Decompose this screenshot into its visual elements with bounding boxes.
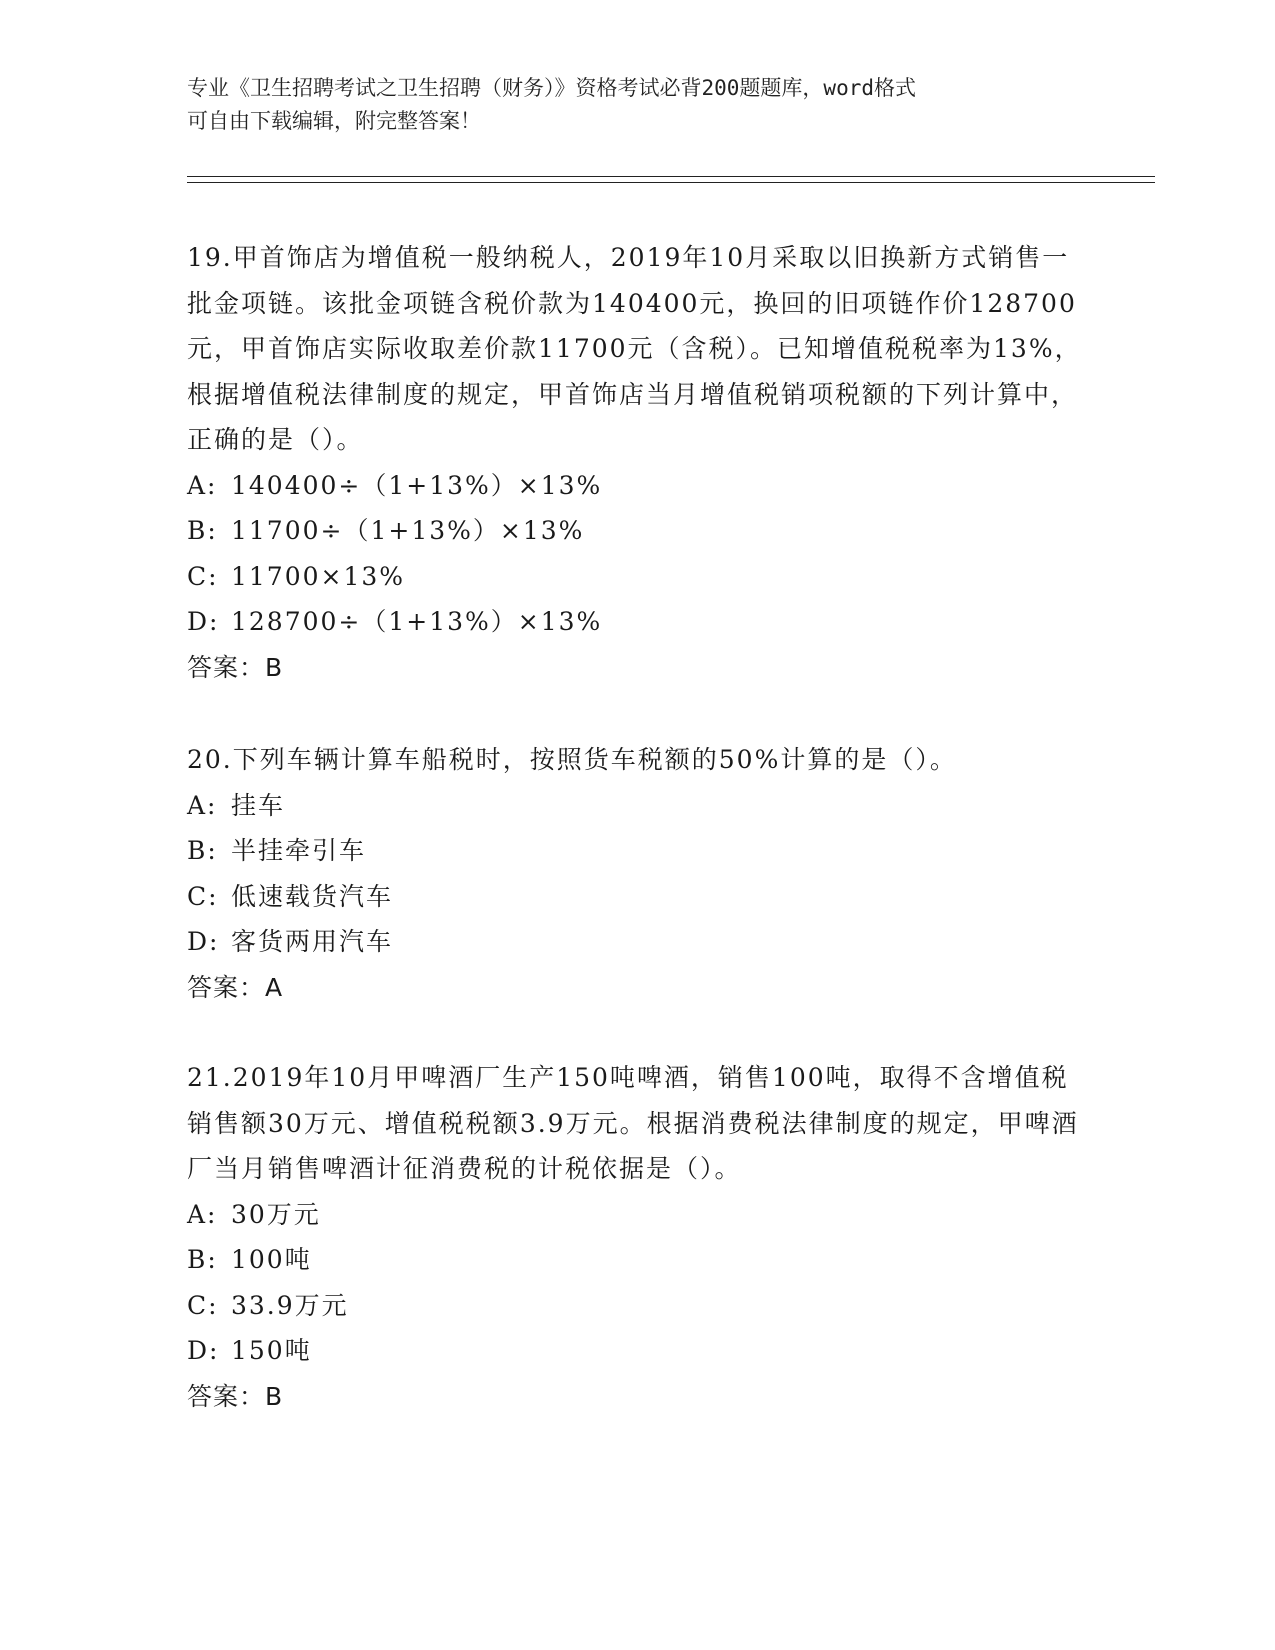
option-a — [187, 783, 1087, 829]
option-a — [187, 463, 1087, 509]
option-text: 挂车 — [231, 790, 286, 820]
option-text: 30万元 — [231, 1199, 321, 1229]
option-text: 11700×13% — [231, 561, 406, 591]
question-20 — [187, 737, 1087, 1010]
option-letter: A: — [187, 470, 218, 500]
option-text: 33.9万元 — [231, 1290, 349, 1320]
option-text: 低速载货汽车 — [231, 881, 394, 911]
option-text: 客货两用汽车 — [231, 927, 394, 956]
option-letter: D: — [187, 607, 220, 636]
question-text: 21.2019年10月甲啤酒厂生产150吨啤酒，销售100吨，取得不含增值税销售额30万元、增值税税额3.9万元。根据消费税法律制度的规定，甲啤酒厂当月销售啤酒计征消费税的计税依据是（）。 — [187, 1063, 1079, 1183]
option-letter: D: — [187, 1336, 220, 1365]
option-b — [187, 828, 1087, 874]
option-letter: B: — [187, 836, 218, 865]
option-c — [187, 1283, 1087, 1329]
header-divider-top — [187, 176, 1155, 177]
question-text: 20.下列车辆计算车船税时，按照货车税额的50%计算的是（）。 — [187, 745, 957, 774]
option-letter: C: — [187, 1290, 219, 1320]
option-letter: B: — [187, 516, 218, 545]
question-21 — [187, 1055, 1087, 1419]
answer: 答案：A — [187, 972, 284, 1002]
option-text: 半挂牵引车 — [231, 836, 367, 865]
option-letter: A: — [187, 790, 218, 820]
option-letter: C: — [187, 561, 219, 591]
option-d — [187, 1328, 1087, 1374]
option-text: 140400÷（1+13%）×13% — [231, 470, 603, 500]
header-line-2: 可自由下载编辑，附完整答案！ — [187, 109, 481, 133]
header-divider-bottom — [187, 182, 1155, 183]
option-letter: D: — [187, 927, 220, 956]
option-a — [187, 1192, 1087, 1238]
option-c — [187, 874, 1087, 920]
option-d — [187, 919, 1087, 965]
option-text: 150吨 — [231, 1336, 312, 1365]
answer: 答案：B — [187, 652, 284, 682]
option-d — [187, 599, 1087, 645]
answer: 答案：B — [187, 1381, 284, 1411]
option-letter: C: — [187, 881, 219, 911]
header-line-1: 专业《卫生招聘考试之卫生招聘（财务）》资格考试必背200题题库，word格式 — [187, 76, 916, 100]
option-b — [187, 1237, 1087, 1283]
option-letter: A: — [187, 1199, 218, 1229]
option-letter: B: — [187, 1245, 218, 1274]
option-c — [187, 554, 1087, 600]
option-text: 100吨 — [231, 1245, 312, 1274]
option-text: 11700÷（1+13%）×13% — [231, 516, 585, 545]
option-text: 128700÷（1+13%）×13% — [231, 607, 603, 636]
question-text: 19.甲首饰店为增值税一般纳税人，2019年10月采取以旧换新方式销售一批金项链。该批金项链含税价款为140400元，换回的旧项链作价128700元，甲首饰店实际收取差价款11700元（含税）。已知增值税税率为13%，根据增值税法律制度的规定，甲首饰店当月增值税销项税额的下列计算中，正确的是（）。 — [187, 243, 1082, 454]
document-header — [187, 72, 1067, 138]
question-19 — [187, 235, 1087, 690]
option-b — [187, 508, 1087, 554]
